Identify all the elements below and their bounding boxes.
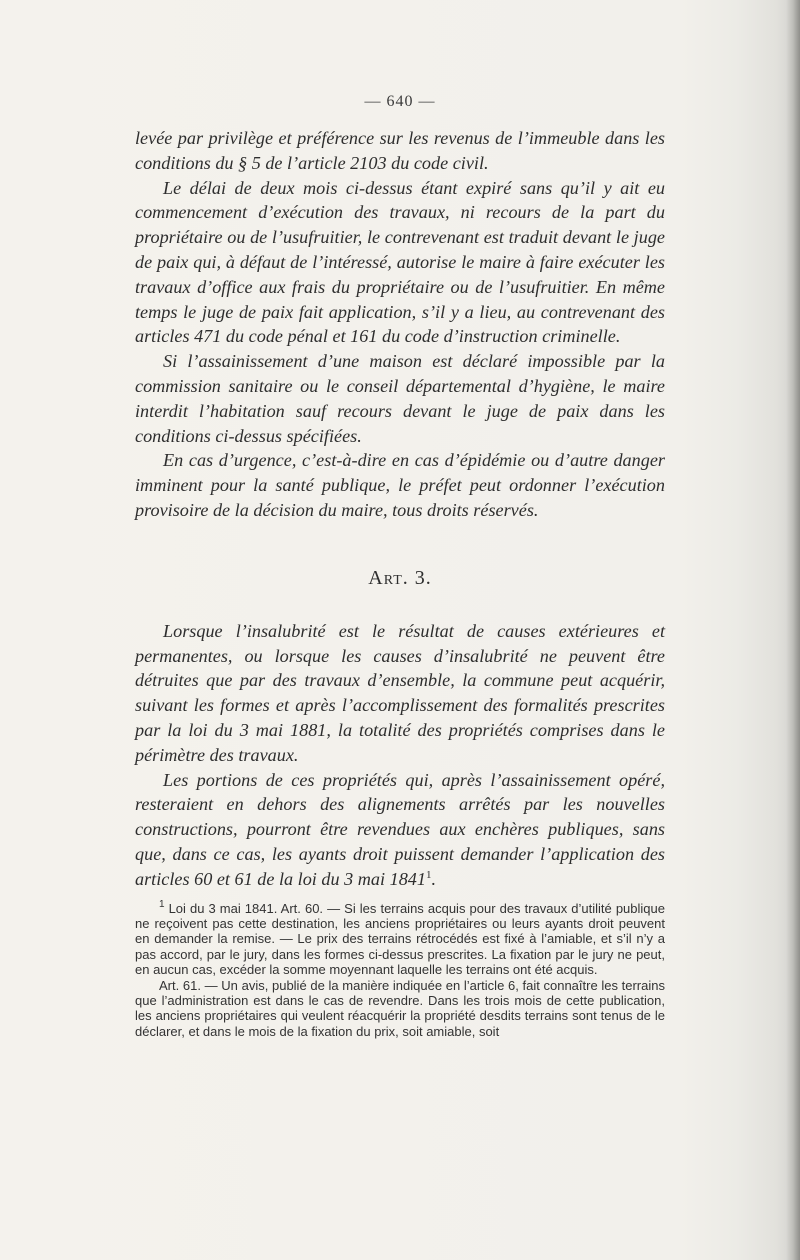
page-edge-shadow (786, 0, 800, 1260)
paragraph-urgency: En cas d’urgence, c’est-à-dire en cas d’épidémie ou d’autre danger imminent pour la santé publique, le préfet peut ordonner l’exécution provisoire de la décision du maire, tous droits réservés. (135, 450, 665, 520)
paragraph-unsanitary: Lorsque l’insalubrité est le résultat de causes extérieures et permanentes, ou lorsque les causes d’insalubrité ne peuvent être détruites que par des travaux d’ensemble, la commune peut acquérir, suivant les formes et après l’accomplissement des formalités prescrites par la loi du 3 mai 1881, la totalité des propriétés comprises dans le périmètre des travaux. (135, 620, 665, 765)
footnote-reference: 1 (425, 868, 432, 881)
footnote-article-61: Art. 61. — Un avis, publié de la manière indiquée en l’article 6, fait connaître les terrains que l’administration est dans le cas de revendre. Dans les trois mois de cette publication, les anciens propriétaires qui veulent réacquérir la propriété desdits terrains sont tenus de le déclarer, et dans le mois de la fixation du prix, soit amiable, soit (135, 977, 665, 1039)
paragraph-continuation: levée par privilège et préférence sur les revenus de l’immeuble dans les conditions du § 5 de l’article 2103 du code civil. (135, 128, 665, 173)
paragraph-portions (135, 768, 665, 892)
footnote-mark: 1 (159, 899, 165, 911)
footnote-text-1: Loi du 3 mai 1841. Art. 60. — Si les terrains acquis pour des travaux d’utilité publique ne reçoivent pas cette destination, les anciens propriétaires ou leurs ayants droit peuvent en demander la remise. — Le prix des terrains rétrocédés est fixé à l’amiable, et s’il n’y a pas accord, par le jury, dans les formes ci-dessus prescrites. La fixation par le jury ne peut, en aucun cas, excéder la somme moyennant laquelle les terrains ont été acquis. (135, 900, 665, 978)
paragraph-portions-text: Les portions de ces propriétés qui, après l’assainissement opéré, resteraient en dehors des alignements arrêtés par les nouvelles constructions, pourront être revendues aux enchères publiques, sans que, dans ce cas, les ayants droit puissent demander l’application des articles 60 et 61 de la loi du 3 mai 1841 (135, 769, 665, 889)
main-text-block (135, 126, 665, 1039)
paragraph-delay: Le délai de deux mois ci-dessus étant expiré sans qu’il y ait eu commencement d’exécution des travaux, ni recours de la part du propriétaire ou de l’usufruitier, le contrevenant est traduit devant le juge de paix qui, à défaut de l’intéressé, autorise le maire à faire exécuter les travaux d’office aux frais du propriétaire ou de l’usufruitier. En même temps le juge de paix fait application, s’il y a lieu, au contrevenant des articles 471 du code pénal et 161 du code d’instruction criminelle. (135, 177, 665, 347)
paragraph-portions-end: . (431, 868, 437, 889)
page-number: — 640 — (364, 93, 436, 110)
footnote-article-60 (135, 901, 665, 978)
paragraph-sanitation: Si l’assainissement d’une maison est déclaré impossible par la commission sanitaire ou le conseil départemental d’hygiène, le maire interdit l’habitation sauf recours devant le juge de paix dans les conditions ci-dessus spécifiées. (135, 351, 665, 446)
article-heading: Art. 3. (368, 566, 432, 589)
footnotes (135, 901, 665, 1040)
